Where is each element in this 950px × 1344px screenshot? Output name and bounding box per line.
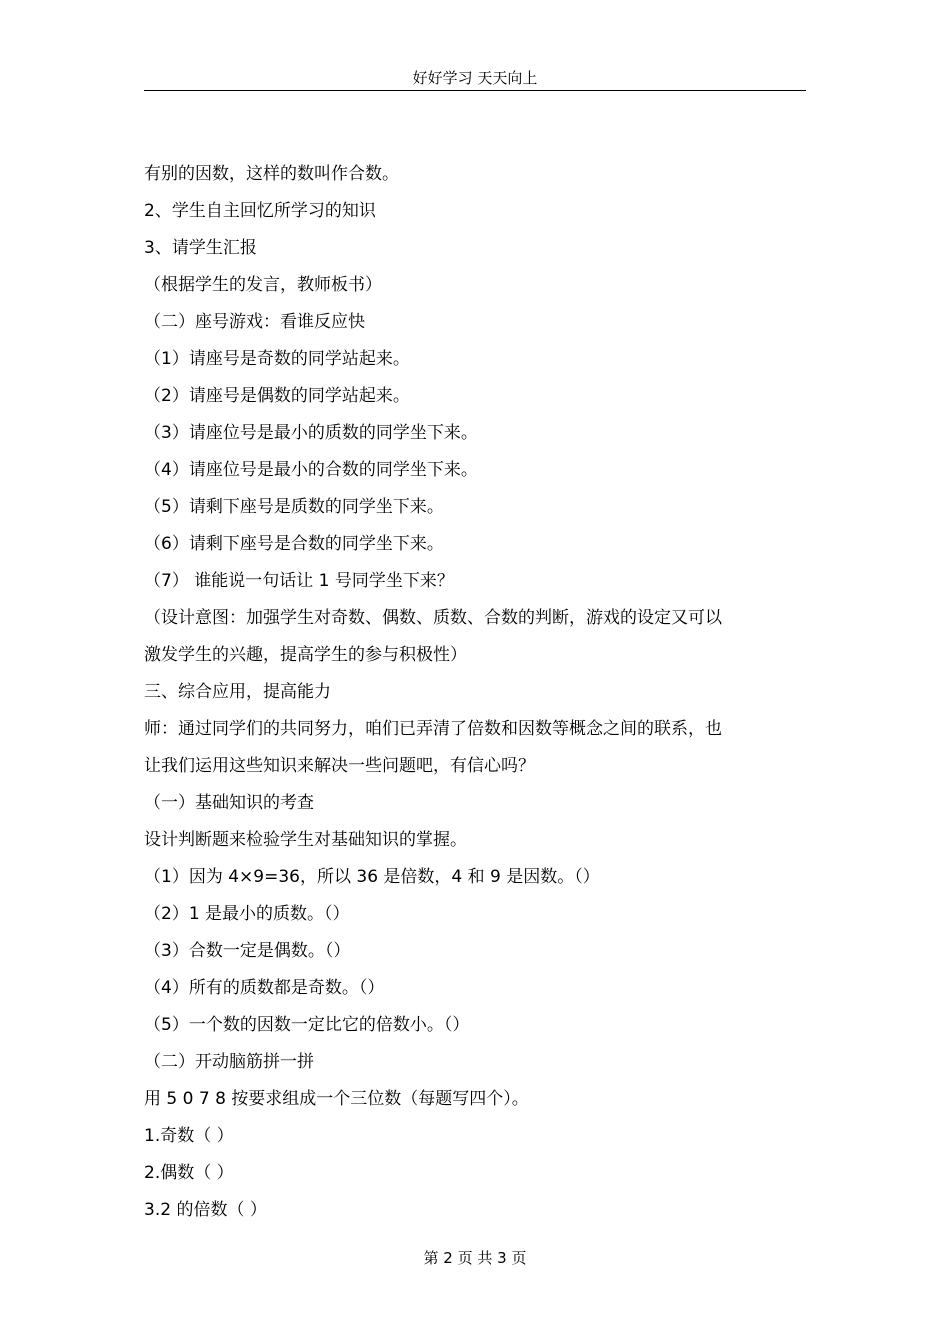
body-line: （设计意图：加强学生对奇数、偶数、质数、合数的判断，游戏的设定又可以 bbox=[144, 608, 722, 628]
body-line: 2.偶数（ ） bbox=[144, 1163, 234, 1183]
body-line: （1）请座号是奇数的同学站起来。 bbox=[144, 349, 410, 369]
body-line: 用 5 0 7 8 按要求组成一个三位数（每题写四个）。 bbox=[144, 1089, 529, 1109]
body-line: 三、综合应用，提高能力 bbox=[144, 682, 331, 702]
body-line: （根据学生的发言，教师板书） bbox=[144, 275, 382, 295]
body-line: （4）所有的质数都是奇数。（） bbox=[144, 978, 385, 998]
body-line: （一）基础知识的考查 bbox=[144, 793, 314, 813]
body-line: 让我们运用这些知识来解决一些问题吧，有信心吗？ bbox=[144, 756, 535, 776]
page-footer: 第 2 页 共 3 页 bbox=[423, 1249, 527, 1267]
document-body bbox=[144, 156, 809, 1229]
body-line: 师：通过同学们的共同努力，咱们已弄清了倍数和因数等概念之间的联系，也 bbox=[144, 719, 722, 739]
body-line: 有别的因数，这样的数叫作合数。 bbox=[144, 164, 399, 184]
body-line: （5）请剩下座号是质数的同学坐下来。 bbox=[144, 497, 444, 517]
body-line: 2、学生自主回忆所学习的知识 bbox=[144, 201, 376, 221]
body-line: （7） 谁能说一句话让 1 号同学坐下来？ bbox=[144, 571, 454, 591]
body-line: 设计判断题来检验学生对基础知识的掌握。 bbox=[144, 830, 467, 850]
body-line: 3.2 的倍数（ ） bbox=[144, 1200, 267, 1220]
body-line: 1.奇数（ ） bbox=[144, 1126, 234, 1146]
body-line: （2）1 是最小的质数。（） bbox=[144, 904, 350, 924]
body-line: （二）开动脑筋拼一拼 bbox=[144, 1052, 314, 1072]
body-line: （1）因为 4×9=36，所以 36 是倍数，4 和 9 是因数。（） bbox=[144, 867, 600, 887]
body-line: （二）座号游戏：看谁反应快 bbox=[144, 312, 365, 332]
body-line: 3、请学生汇报 bbox=[144, 238, 257, 258]
body-line: （4）请座位号是最小的合数的同学坐下来。 bbox=[144, 460, 478, 480]
body-line: （3）请座位号是最小的质数的同学坐下来。 bbox=[144, 423, 478, 443]
body-line: （5）一个数的因数一定比它的倍数小。（） bbox=[144, 1015, 470, 1035]
body-line: （2）请座号是偶数的同学站起来。 bbox=[144, 386, 410, 406]
page-header: 好好学习 天天向上 bbox=[144, 68, 806, 91]
body-line: （3）合数一定是偶数。（） bbox=[144, 941, 351, 961]
body-line: （6）请剩下座号是合数的同学坐下来。 bbox=[144, 534, 444, 554]
body-line: 激发学生的兴趣，提高学生的参与积极性） bbox=[144, 645, 467, 665]
